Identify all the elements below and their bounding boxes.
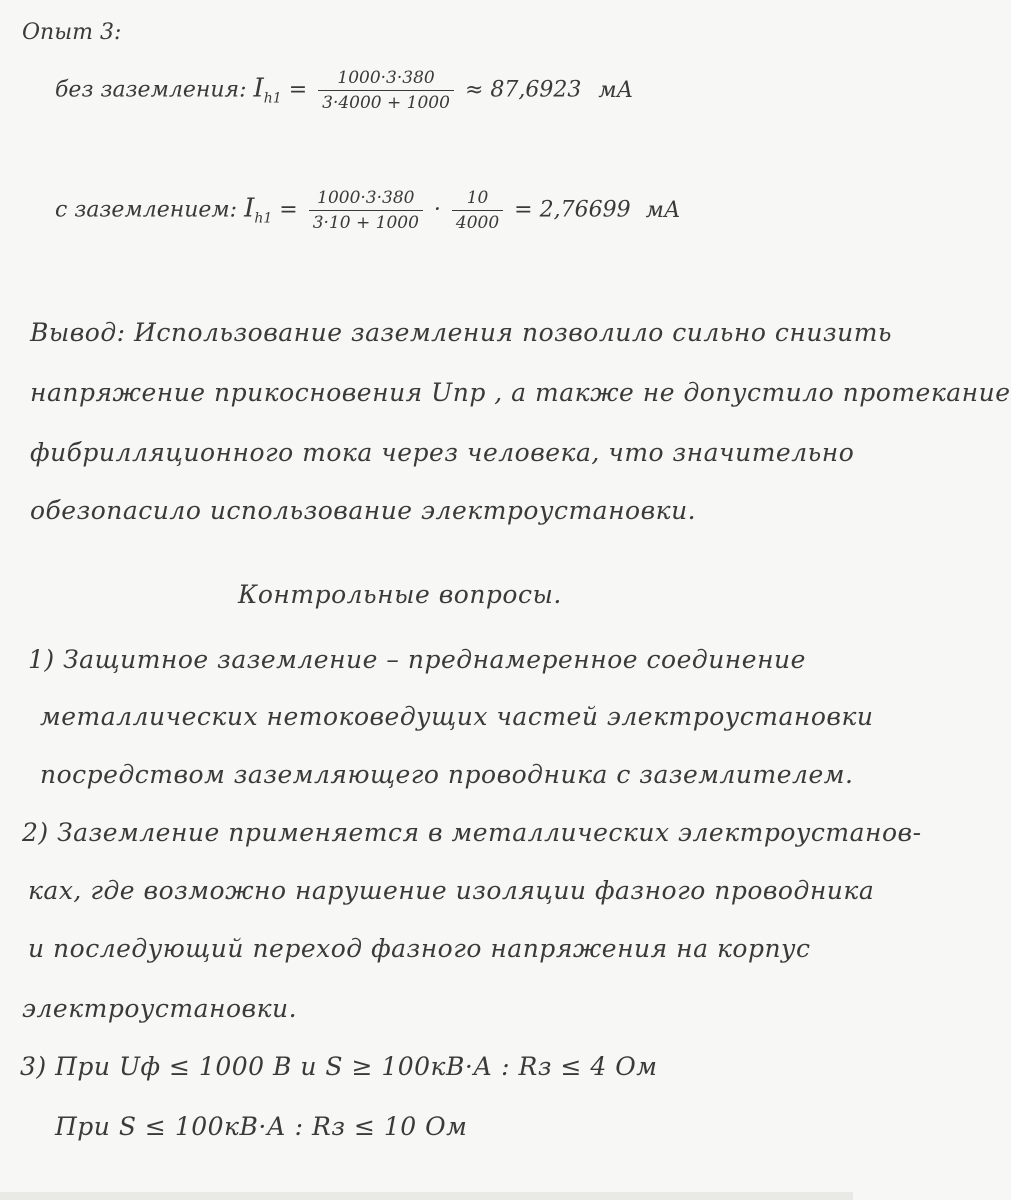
- formula-without-denominator: 3·4000 + 1000: [322, 93, 450, 113]
- answer-line-4: 2) Заземление применяется в металлических электроустанов-: [22, 818, 922, 847]
- formula-without-label: без заземления:: [55, 77, 247, 103]
- answer-line-3: посредством заземляющего проводника с заземлителем.: [40, 760, 854, 789]
- answer-line-1: 1) Защитное заземление – преднамеренное соединение: [28, 645, 806, 674]
- formula-with-denominator-2: 4000: [455, 213, 500, 233]
- formula-without-grounding: [55, 68, 633, 113]
- questions-title: Контрольные вопросы.: [238, 580, 562, 609]
- conclusion-line-3: фибрилляционного тока через человека, что значительно: [30, 438, 855, 467]
- conclusion-line-2: напряжение прикосновения Uпр , а также не допустило протекание: [30, 378, 1011, 407]
- answer-line-6: и последующий переход фазного напряжения на корпус: [28, 934, 811, 963]
- answer-line-5: ках, где возможно нарушение изоляции фазного проводника: [28, 876, 875, 905]
- formula-without-fraction: [318, 68, 454, 113]
- formula-with-eq: =: [279, 197, 298, 223]
- answer-line-7: электроустановки.: [22, 994, 298, 1023]
- formula-without-approx: ≈: [464, 77, 484, 103]
- formula-without-sub: h1: [263, 90, 282, 107]
- answer-line-2: металлических нетоковедущих частей электроустановки: [40, 702, 874, 731]
- formula-with-fraction-2: [452, 188, 503, 233]
- formula-with-label: с заземлением:: [55, 197, 238, 223]
- experiment-heading: Опыт 3:: [22, 20, 122, 45]
- formula-without-symbol: I: [253, 73, 264, 104]
- formula-with-dot: ·: [433, 197, 441, 223]
- scan-bottom-edge: [0, 1192, 853, 1200]
- formula-with-numerator: 1000·3·380: [309, 188, 423, 211]
- answer-line-9: При S ≤ 100кВ·А : Rз ≤ 10 Ом: [55, 1112, 468, 1141]
- answer-line-8: 3) При Uф ≤ 1000 В и S ≥ 100кВ·А : Rз ≤ 4 Ом: [20, 1052, 658, 1081]
- conclusion-line-1: Вывод: Использование заземления позволило сильно снизить: [30, 318, 893, 347]
- formula-without-unit: мА: [598, 77, 634, 103]
- formula-without-numerator: 1000·3·380: [318, 68, 454, 91]
- formula-with-symbol: I: [244, 193, 255, 224]
- conclusion-line-4: обезопасило использование электроустановки.: [30, 496, 697, 525]
- formula-with-fraction: [309, 188, 423, 233]
- formula-with-denominator: 3·10 + 1000: [312, 213, 419, 233]
- formula-with-unit: мА: [645, 197, 681, 223]
- formula-without-result: 87,6923: [490, 77, 582, 103]
- formula-with-sub: h1: [254, 210, 273, 227]
- formula-with-grounding: [55, 188, 680, 233]
- formula-with-result: 2,76699: [539, 197, 631, 223]
- formula-without-eq: =: [288, 77, 308, 103]
- formula-with-eq-2: =: [514, 197, 533, 223]
- formula-with-numerator-2: 10: [452, 188, 503, 211]
